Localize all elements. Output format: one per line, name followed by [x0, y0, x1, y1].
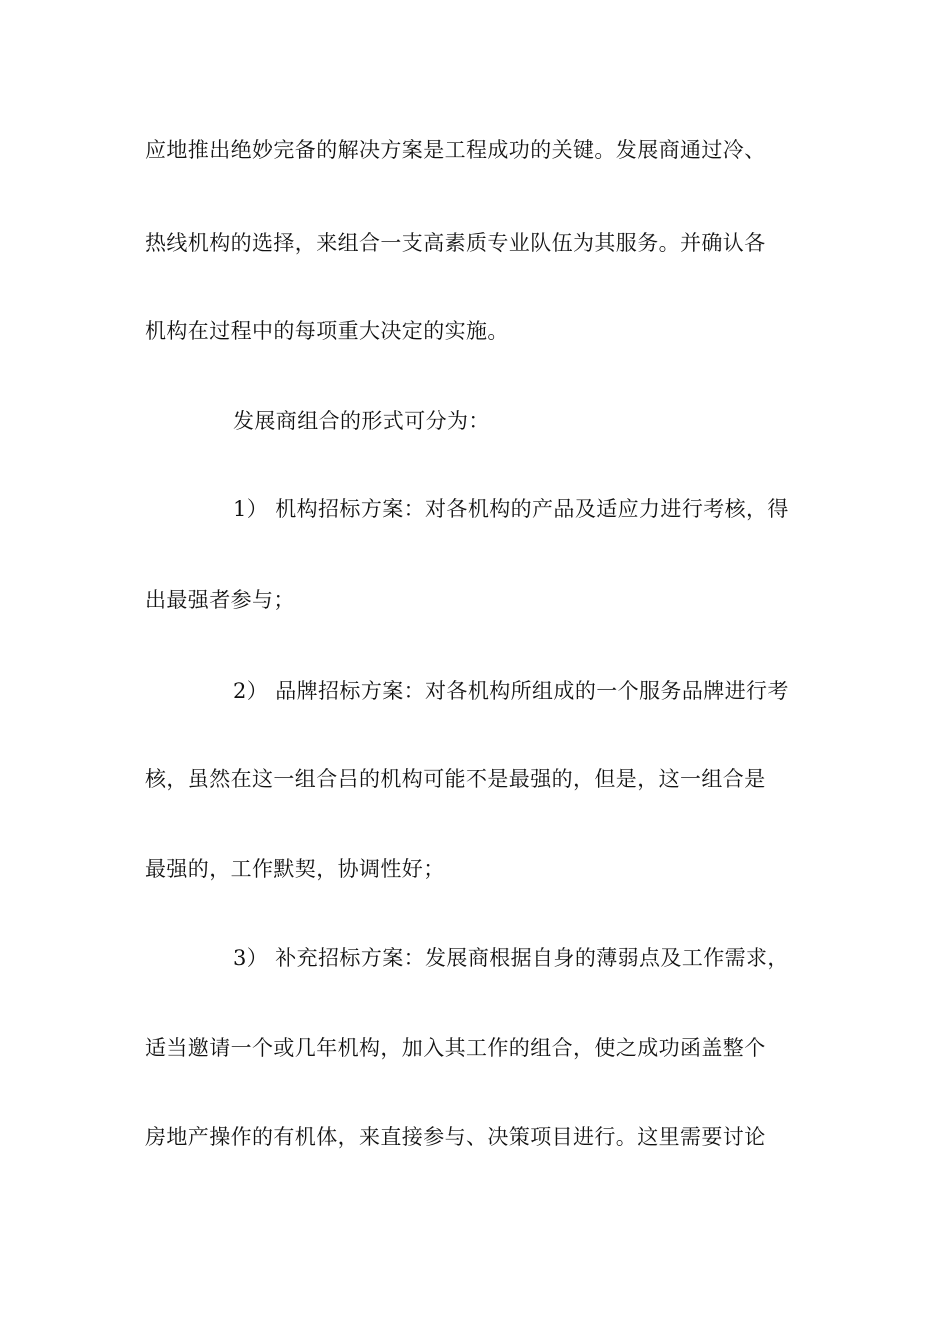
list-item-3-line-3: 房地产操作的有机体，来直接参与、决策项目进行。这里需要讨论 [145, 1125, 766, 1149]
list-item-1-line-2: 出最强者参与； [145, 588, 295, 612]
list-item-1-line-1: 1） 机构招标方案：对各机构的产品及适应力进行考核，得 [233, 497, 789, 521]
list-item-2-line-1: 2） 品牌招标方案：对各机构所组成的一个服务品牌进行考 [233, 679, 789, 703]
list-item-2-line-2: 核，虽然在这一组合吕的机构可能不是最强的，但是，这一组合是 [145, 767, 766, 791]
paragraph-heading: 发展商组合的形式可分为： [233, 409, 490, 433]
list-item-3-line-1: 3） 补充招标方案：发展商根据自身的薄弱点及工作需求， [233, 946, 789, 970]
paragraph-line-2: 热线机构的选择，来组合一支高素质专业队伍为其服务。并确认各 [145, 231, 766, 255]
paragraph-line-3: 机构在过程中的每项重大决定的实施。 [145, 319, 509, 343]
list-item-2-line-3: 最强的，工作默契，协调性好； [145, 857, 445, 881]
paragraph-line-1: 应地推出绝妙完备的解决方案是工程成功的关键。发展商通过冷、 [145, 138, 766, 162]
list-item-3-line-2: 适当邀请一个或几年机构，加入其工作的组合，使之成功函盖整个 [145, 1036, 766, 1060]
